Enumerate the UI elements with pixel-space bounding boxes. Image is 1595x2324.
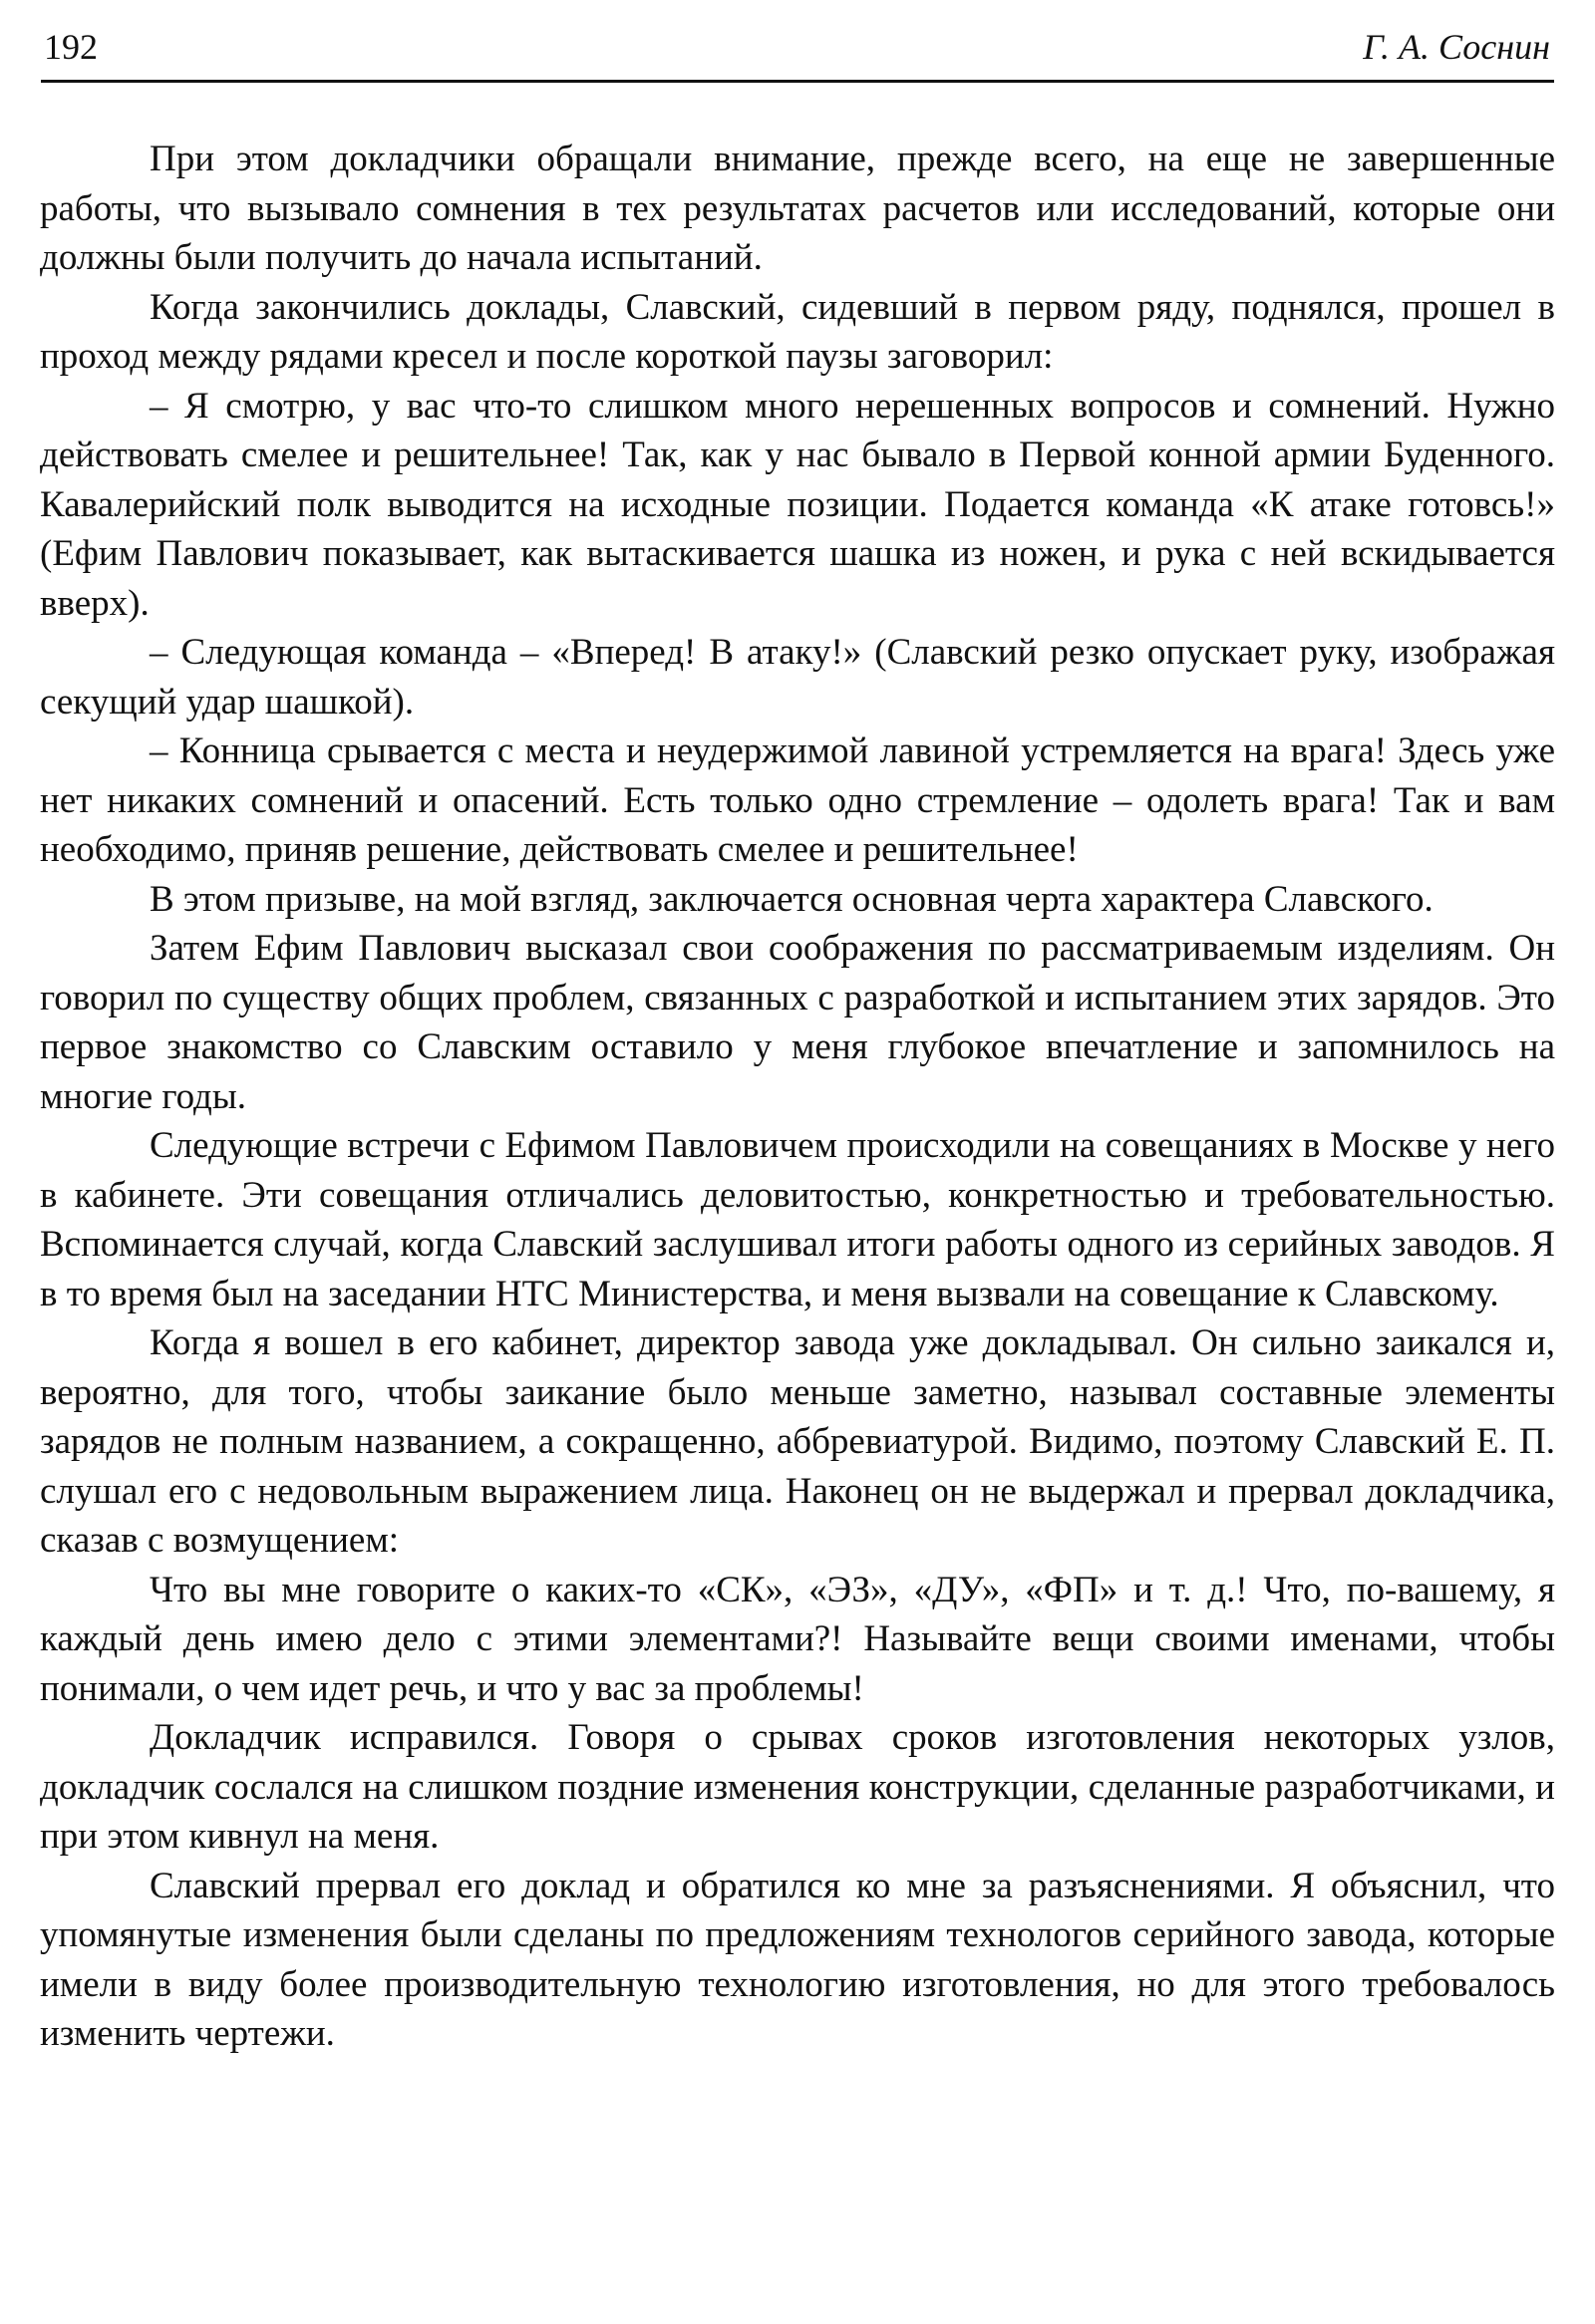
paragraph-5: – Конница срывается с места и неудержимой лавиной устремляется на врага! Здесь уже нет никаких сомнений и опасений. Есть только одно стремление – одолеть врага! Так и вам необходимо, приняв решение, действовать смелее и решительнее! xyxy=(40,730,1555,870)
paragraph-6: В этом призыве, на мой взгляд, заключается основная черта характера Славского. xyxy=(150,878,1434,920)
page-text xyxy=(40,135,1555,2059)
paragraph-4: – Следующая команда – «Вперед! В атаку!» (Славский резко опускает руку, изображая секущий удар шашкой). xyxy=(40,632,1555,723)
paragraph-7: Затем Ефим Павлович высказал свои соображения по рассматриваемым изделиям. Он говорил по существу общих проблем, связанных с разработкой и испытанием этих зарядов. Это первое знакомство со Славским оставило у меня глубокое впечатление и запомнилось на многие годы. xyxy=(40,928,1555,1117)
paragraph-1: При этом докладчики обращали внимание, прежде всего, на еще не завершенные работы, что вызывало сомнения в тех результатах расчетов или исследований, которые они должны были получить до начала испытаний. xyxy=(40,139,1555,278)
paragraph-11: Докладчик исправился. Говоря о срывах сроков изготовления некоторых узлов, докладчик сослался на слишком поздние изменения конструкции, сделанные разработчиками, и при этом кивнул на меня. xyxy=(40,1717,1555,1857)
running-title: Г. А. Соснин xyxy=(1363,27,1550,67)
paragraph-9: Когда я вошел в его кабинет, директор завода уже докладывал. Он сильно заикался и, вероятно, для того, чтобы заикание было меньше заметно, называл составные элементы зарядов не полным названием, а сокращенно, аббревиатурой. Видимо, поэтому Славский Е. П. слушал его с недовольным выражением лица. Наконец он не выдержал и прервал докладчика, сказав с возмущением: xyxy=(40,1322,1555,1561)
page-header xyxy=(44,26,1550,78)
paragraph-2: Когда закончились доклады, Славский, сидевший в первом ряду, поднялся, прошел в проход между рядами кресел и после короткой паузы заговорил: xyxy=(40,286,1555,377)
page-number: 192 xyxy=(44,27,98,67)
header-rule xyxy=(41,80,1554,83)
paragraph-12: Славский прервал его доклад и обратился ко мне за разъяснениями. Я объяснил, что упомянутые изменения были сделаны по предложениям технологов серийного завода, которые имели в виду более производительную технологию изготовления, но для этого требовалось изменить чертежи. xyxy=(40,1865,1555,2054)
paragraph-3: – Я смотрю, у вас что-то слишком много нерешенных вопросов и сомнений. Нужно действовать смелее и решительнее! Так, как у нас бывало в Первой конной армии Буденного. Кавалерийский полк выводится на исходные позиции. Подается команда «К атаке готовсь!» (Ефим Павлович показывает, как вытаскивается шашка из ножен, и рука с ней вскидывается вверх). xyxy=(40,385,1555,624)
paragraph-8: Следующие встречи с Ефимом Павловичем происходили на совещаниях в Москве у него в кабинете. Эти совещания отличались деловитостью, конкретностью и требовательностью. Вспоминается случай, когда Славский заслушивал итоги работы одного из серийных заводов. Я в то время был на заседании НТС Министерства, и меня вызвали на совещание к Славскому. xyxy=(40,1125,1555,1314)
paragraph-10: Что вы мне говорите о каких-то «СК», «ЭЗ», «ДУ», «ФП» и т. д.! Что, по-вашему, я каждый день имею дело с этими элементами?! Называйте вещи своими именами, чтобы понимали, о чем идет речь, и что у вас за проблемы! xyxy=(40,1569,1555,1709)
